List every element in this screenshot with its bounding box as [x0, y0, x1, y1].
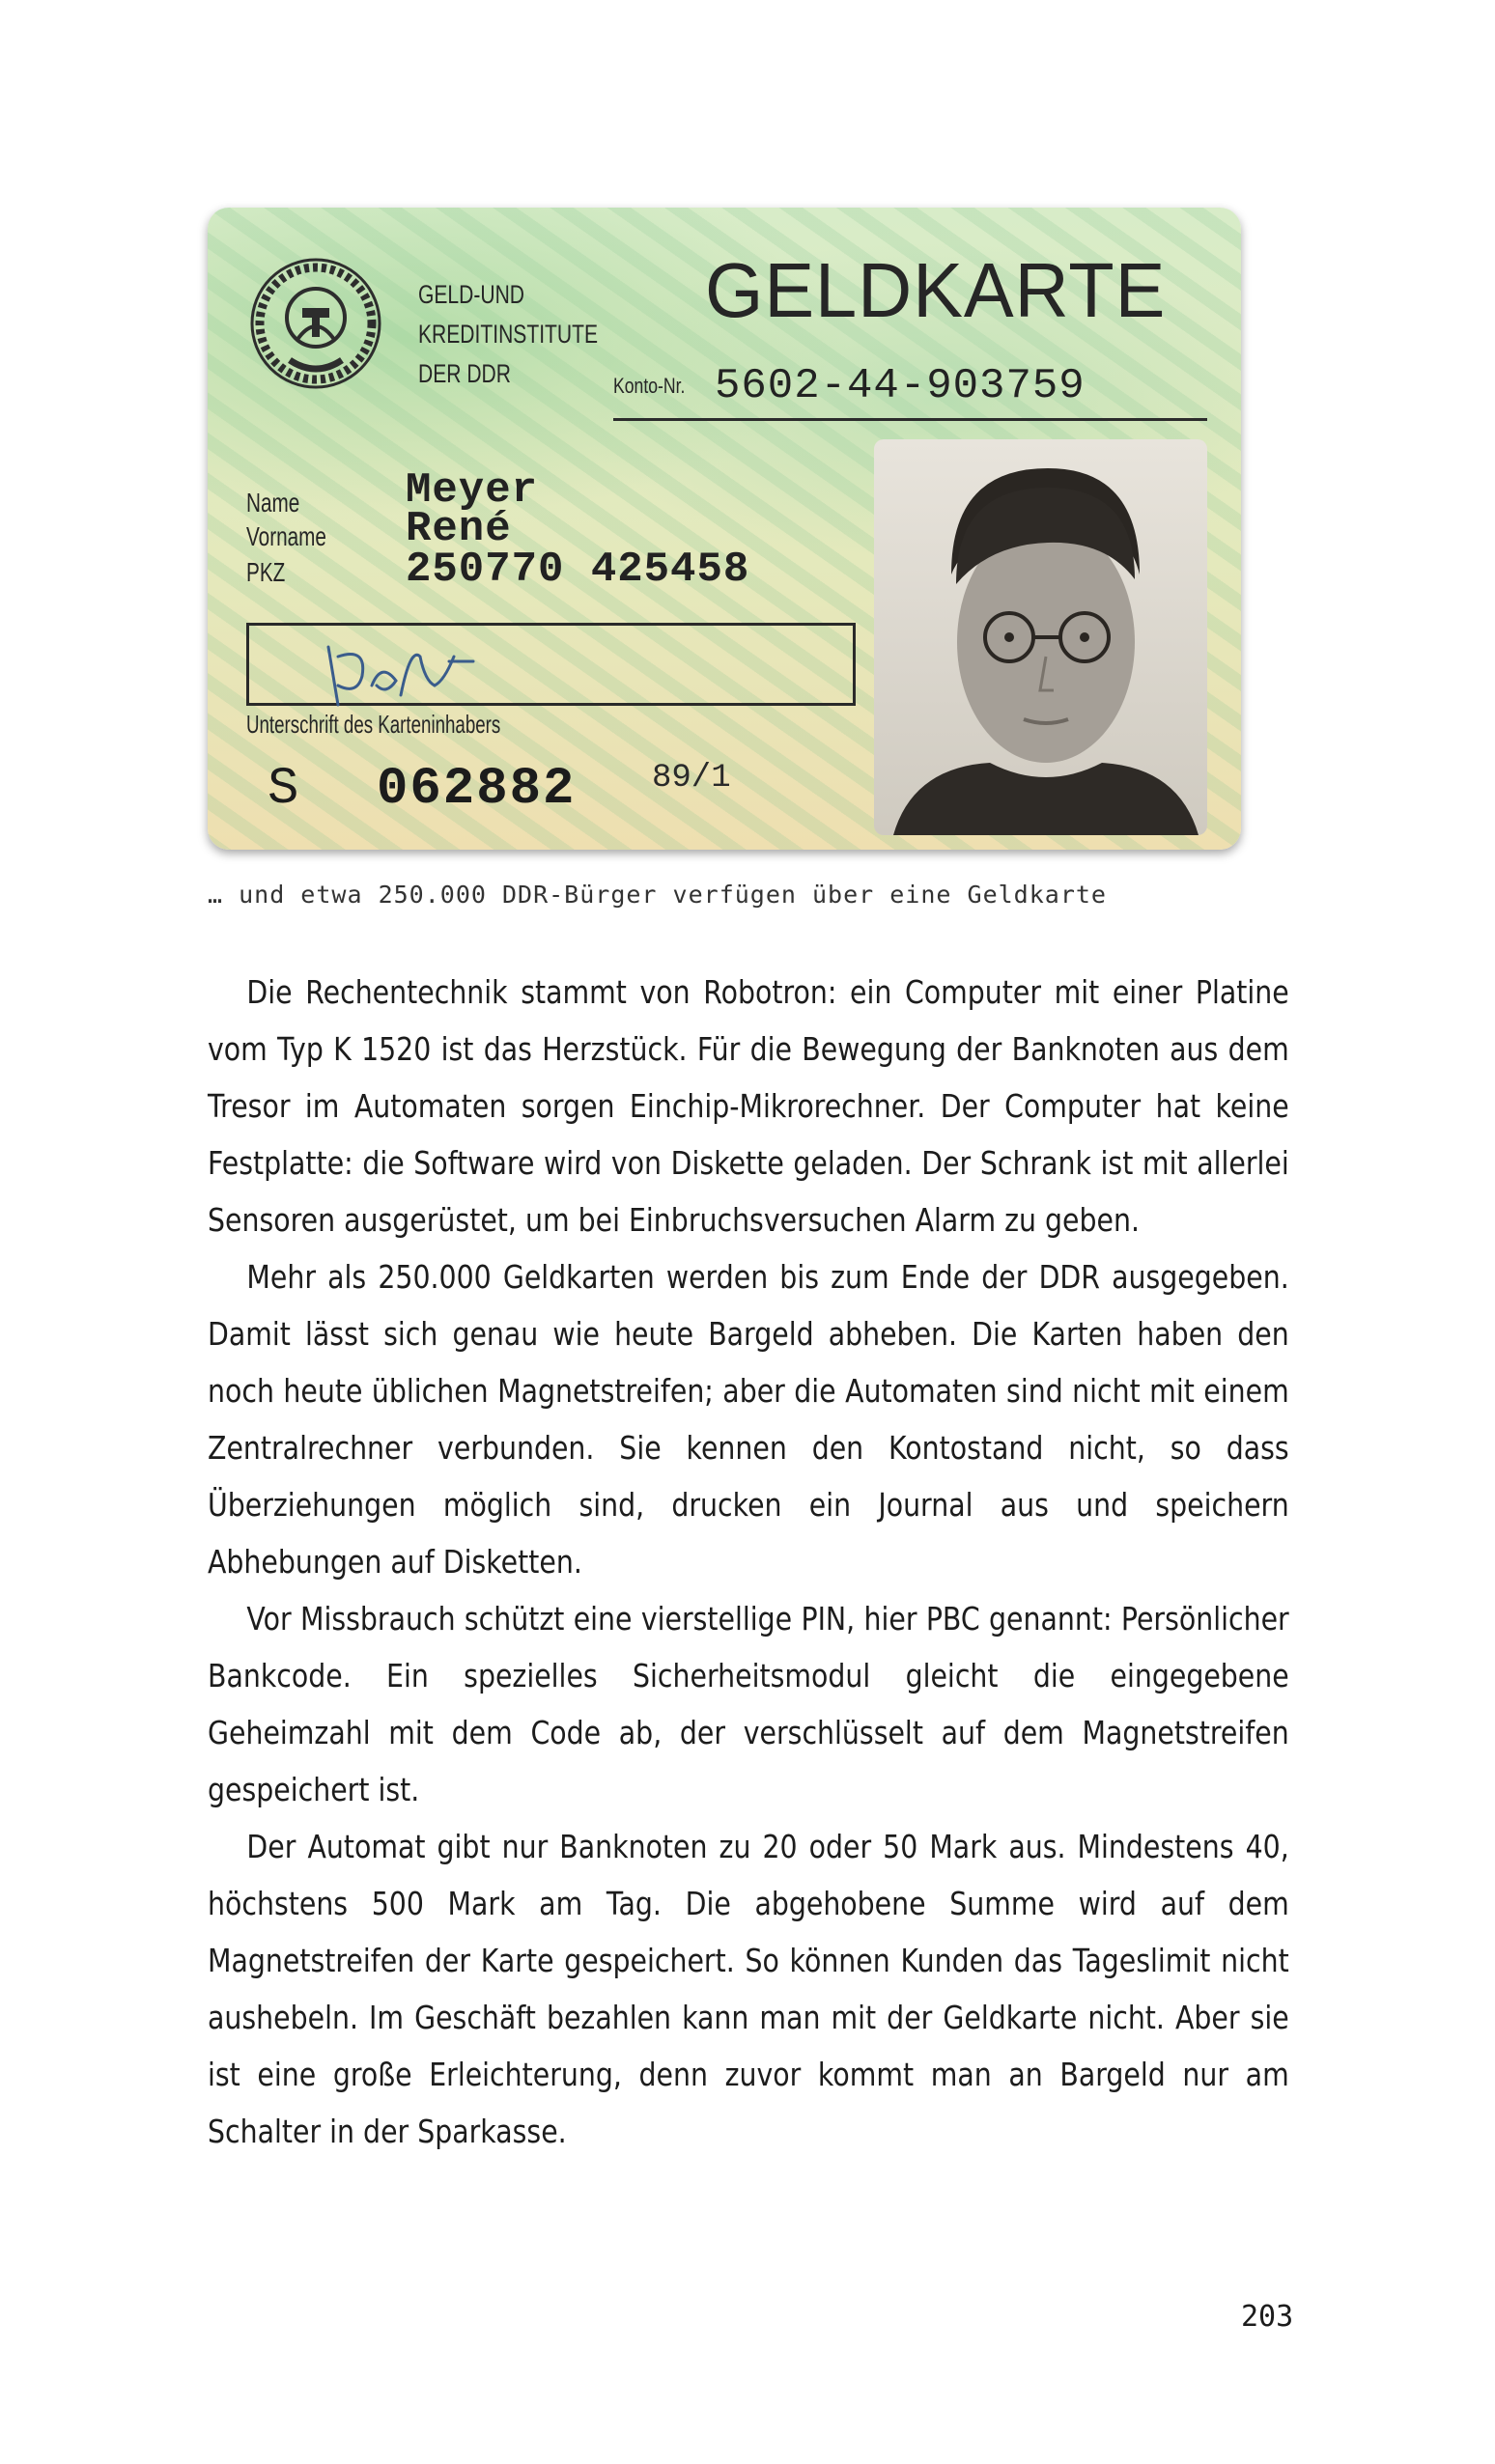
paragraph: Die Rechentechnik stammt von Robotron: ein Computer mit einer Platine vom Typ K 1520 ist das Herzstück. Für die Bewegung der Banknoten aus dem Tresor im Automaten sorgen Einchip-Mikrorechner. Der Computer hat keine Festplatte: die Software wird von Diskette geladen. Der Schrank ist mit allerlei Sensoren ausgerüstet, um bei Einbruchsversuchen Alarm zu geben. — [208, 973, 1289, 1239]
konto-number: 5602-44-903759 — [715, 362, 1086, 410]
name-label: Name — [246, 488, 300, 518]
signature-label: Unterschrift des Karteninhabers — [246, 710, 501, 739]
paragraph: Mehr als 250.000 Geldkarten werden bis zum Ende der DDR ausgegeben. Damit lässt sich genau wie heute Bargeld abheben. Die Karten haben den noch heute üblichen Magnetstreifen; aber die Automaten sind nicht mit einem Zentralrechner verbunden. Sie kennen den Kontostand nicht, so dass Überziehungen möglich sind, drucken ein Journal aus und speichern Abhebungen auf Disketten. — [208, 1258, 1289, 1581]
konto-label: Konto-Nr. — [613, 374, 686, 398]
issuer-line-3: DER DDR — [418, 359, 511, 388]
geldkarte-image — [208, 208, 1241, 850]
issuer-line-1: GELD-UND — [418, 280, 524, 309]
vorname-label: Vorname — [246, 521, 326, 551]
card-number: 062882 — [377, 760, 577, 819]
series-suffix: 89/1 — [652, 760, 731, 797]
paragraph: Der Automat gibt nur Banknoten zu 20 oder 50 Mark aus. Mindestens 40, höchstens 500 Mark am Tag. Die abgehobene Summe wird auf dem Magnetstreifen der Karte gespeichert. So können Kunden das Tageslimit nicht aushebeln. Im Geschäft bezahlen kann man mit der Geldkarte nicht. Aber sie ist eine große Erleichterung, denn zuvor kommt man an Bargeld nur am Schalter in der Sparkasse. — [208, 1828, 1289, 2150]
series-letter: S — [268, 760, 299, 819]
body-text — [208, 964, 1289, 2160]
ddr-emblem-icon — [246, 254, 386, 394]
name-value: Meyer — [406, 466, 539, 515]
divider-line — [613, 418, 1207, 421]
signature-scribble — [314, 628, 488, 719]
page-number: 203 — [1241, 2300, 1294, 2334]
cardholder-photo — [874, 439, 1207, 835]
paragraph: Vor Missbrauch schützt eine vierstellige PIN, hier PBC genannt: Persönlicher Bankcode. Ein spezielles Sicherheitsmodul gleicht die eingegebene Geheimzahl mit dem Code ab, der verschlüsselt auf dem Magnetstreifen gespeichert ist. — [208, 1600, 1289, 1808]
pkz-label: PKZ — [246, 557, 286, 587]
pkz-value: 250770 425458 — [406, 546, 750, 594]
image-caption: … und etwa 250.000 DDR-Bürger verfügen über eine Geldkarte — [208, 881, 1107, 909]
issuer-name — [418, 275, 598, 394]
card-title: GELDKARTE — [705, 247, 1167, 333]
issuer-line-2: KREDITINSTITUTE — [418, 320, 599, 349]
vorname-value: René — [406, 505, 512, 553]
